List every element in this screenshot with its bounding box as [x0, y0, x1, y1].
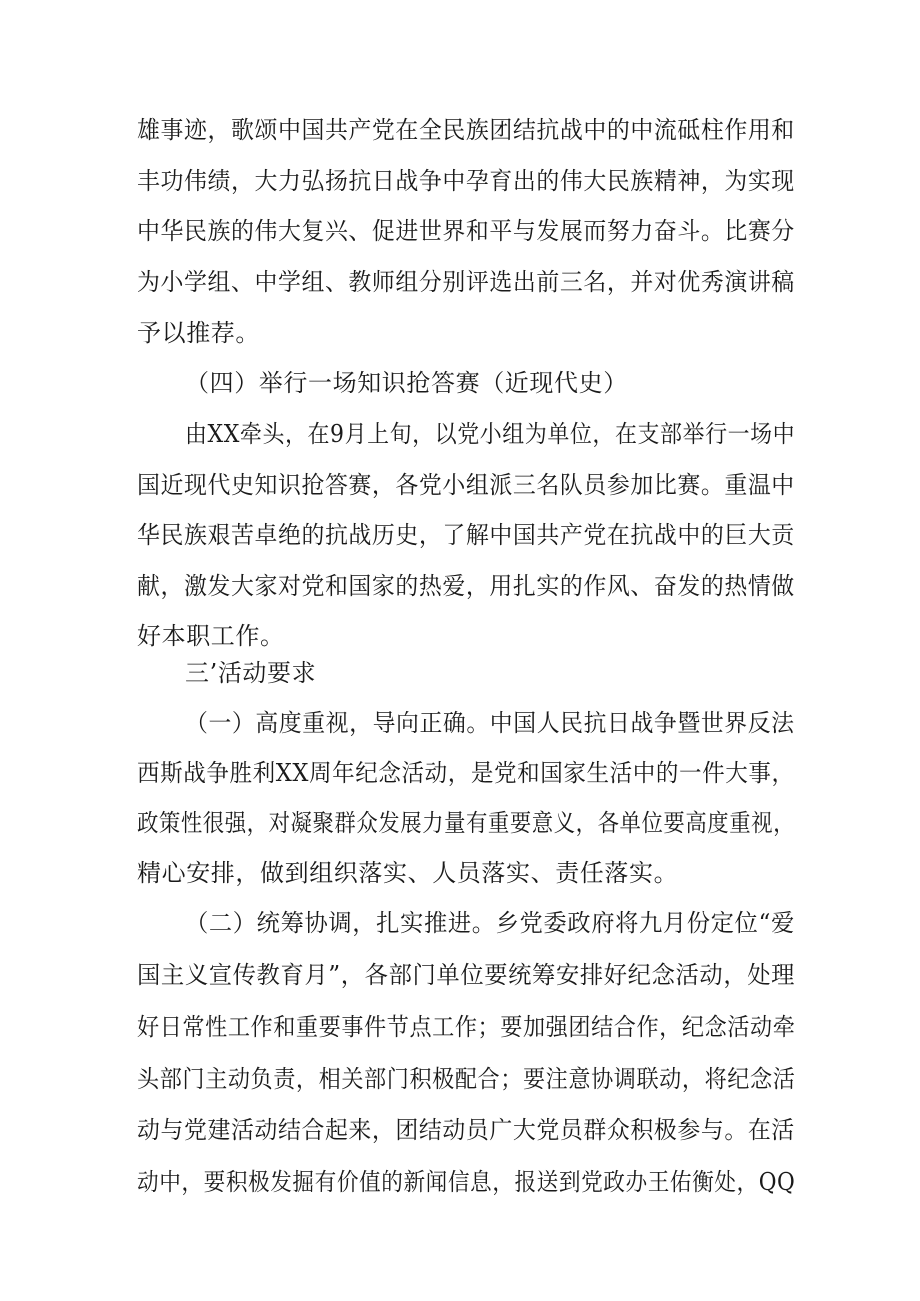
paragraph-line: 国近现代史知识抢答赛，各党小组派三名队员参加比赛。重温中 [137, 471, 795, 499]
paragraph-line: 动中，要积极发掘有价值的新闻信息，报送到党政办王佑衡处，QQ [137, 1168, 796, 1196]
paragraph-line: 中华民族的伟大复兴、促进世界和平与发展而努力奋斗。比赛分 [137, 217, 795, 245]
paragraph-line: 国主义宣传教育月”，各部门单位要统筹安排好纪念活动，处理 [137, 961, 796, 989]
paragraph-line: 西斯战争胜利XX周年纪念活动，是党和国家生活中的一件大事， [137, 759, 795, 787]
paragraph-line: （一）高度重视，导向正确。中国人民抗日战争暨世界反法 [185, 709, 795, 737]
paragraph-line: 予以推荐。 [137, 319, 260, 347]
section-heading: （四）举行一场知识抢答赛（近现代史） [185, 369, 628, 397]
section-heading: 三’活动要求 [185, 659, 317, 687]
paragraph-line: 好本职工作。 [137, 622, 285, 650]
paragraph-line: （二）统筹协调，扎实推进。乡党委政府将九月份定位“爱 [185, 909, 795, 937]
paragraph-line: 政策性很强，对凝聚群众发展力量有重要意义，各单位要高度重视， [137, 809, 796, 837]
paragraph-line: 雄事迹，歌颂中国共产党在全民族团结抗战中的中流砥柱作用和 [137, 116, 795, 144]
paragraph-line: 动与党建活动结合起来，团结动员广大党员群众积极参与。在活 [137, 1116, 795, 1144]
paragraph-line: 为小学组、中学组、教师组分别评选出前三名，并对优秀演讲稿 [137, 268, 795, 296]
paragraph-line: 丰功伟绩，大力弘扬抗日战争中孕育出的伟大民族精神，为实现 [137, 167, 795, 195]
paragraph-line: 好日常性工作和重要事件节点工作；要加强团结合作，纪念活动牵 [137, 1013, 796, 1041]
paragraph-line: 献，激发大家对党和国家的热爱，用扎实的作风、奋发的热情做 [137, 572, 795, 600]
paragraph-line: 精心安排，做到组织落实、人员落实、责任落实。 [137, 859, 679, 887]
paragraph-line: 头部门主动负责，相关部门积极配合；要注意协调联动，将纪念活 [137, 1065, 796, 1093]
paragraph-line: 华民族艰苦卓绝的抗战历史，了解中国共产党在抗战中的巨大贡 [137, 521, 795, 549]
paragraph-line: 由XX牵头，在9月上旬，以党小组为单位，在支部举行一场中 [185, 420, 796, 448]
